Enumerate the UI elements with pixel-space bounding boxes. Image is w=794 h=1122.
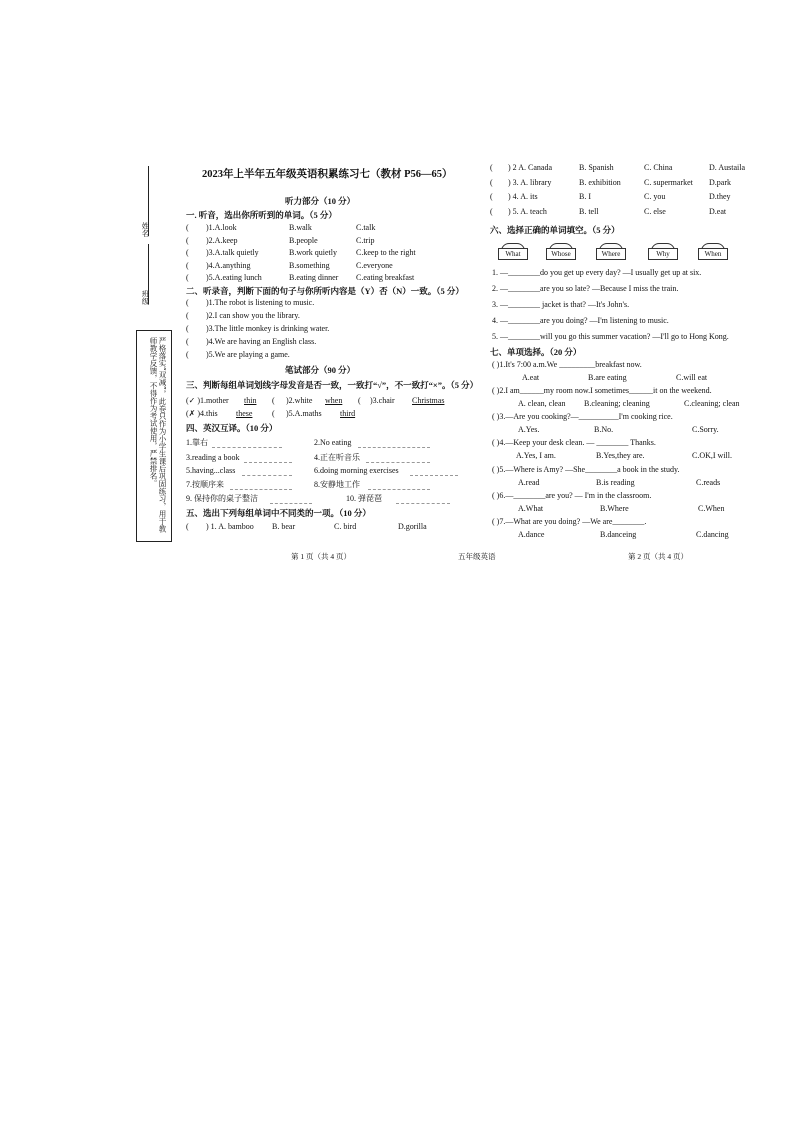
class-label: 班级 <box>141 290 150 305</box>
subject-label: 五年级英语 <box>458 552 496 561</box>
question-options: A.What B.Where C.When <box>518 504 725 513</box>
page-number-right: 第 2 页（共 4 页） <box>628 552 688 561</box>
list-item: 3. —________ jacket is that? —It's John's. <box>492 300 630 309</box>
page-number-left: 第 1 页（共 4 页） <box>291 552 351 561</box>
s1-title: 一. 听音，选出你所听到的单词。（5 分） <box>186 210 337 220</box>
list-item: ( )1.A.look B.walk C.talk <box>186 223 376 232</box>
s7-title: 七、单项选择。（20 分） <box>490 347 582 357</box>
list-item: ( )4.We are having an English class. <box>186 337 317 346</box>
question-options: A.dance B.danceing C.dancing <box>518 530 729 539</box>
list-item: 1.靠右 2.No eating <box>186 438 461 449</box>
s2-title: 二、听录音，判断下面的句子与你所听内容是（Y）否（N）一致。（5 分） <box>186 286 464 296</box>
list-item: ( )4.A.anything B.something C.everyone <box>186 260 393 270</box>
s4-title: 四、英汉互译。（10 分） <box>186 423 278 433</box>
question-options: A.read B.is reading C.reads <box>518 478 721 487</box>
list-item: ( )2.A.keep B.people C.trip <box>186 235 375 245</box>
list-item: ( )5.A.eating lunch B.eating dinner C.eating breakfast <box>186 273 415 282</box>
list-item: ( )2.I can show you the library. <box>186 311 300 320</box>
question-text: ( )1.It's 7:00 a.m.We _________breakfast now. <box>492 360 642 369</box>
list-item: 4. —________are you doing? —I'm listening to music. <box>492 316 669 325</box>
list-item: 2. —________are you so late? —Because I miss the train. <box>492 284 679 293</box>
word-card-whose: Whose <box>546 243 576 259</box>
list-item: ( ) 1. A. bamboo B. bear C. bird D.gorilla <box>186 522 427 531</box>
question-text: ( )6.—________are you? — I'm in the classroom. <box>492 491 652 500</box>
list-item: ( )5.We are playing a game. <box>186 350 290 359</box>
list-item: 3.reading a book 4.正在听音乐 <box>186 453 461 464</box>
s5-title: 五、选出下列每组单词中不同类的一项。（10 分） <box>186 508 371 518</box>
question-options: A.eat B.are eating C.will eat <box>522 373 708 382</box>
list-item: ( ) 3. A. library B. exhibition C. supermarket D.park <box>490 178 731 187</box>
question-options: A. clean, clean B.cleaning; cleaning C.cleaning; clean <box>518 399 740 408</box>
listening-header: 听力部分（10 分） <box>285 196 356 206</box>
s6-title: 六、选择正确的单词填空。（5 分） <box>490 225 620 235</box>
question-text: ( )7.—What are you doing? —We are________. <box>492 517 647 526</box>
notice-box <box>136 330 172 542</box>
question-text: ( )2.I am______my room now.I sometimes______it on the weekend. <box>492 386 712 395</box>
word-card-why: Why <box>648 243 678 259</box>
s3-row-1: (✓ )1.mother thin ( )2.white when ( )3.chair Christmas <box>186 396 445 405</box>
question-options: A.Yes. B.No. C.Sorry. <box>518 425 719 434</box>
page-title: 2023年上半年五年级英语积累练习七（教材 P56—65） <box>202 169 453 180</box>
list-item: ( ) 5. A. teach B. tell C. else D.eat <box>490 207 727 216</box>
list-item: 1. —________do you get up every day? —I usually get up at six. <box>492 268 702 277</box>
word-card-where: Where <box>596 243 626 259</box>
list-item: ( )3.The little monkey is drinking water. <box>186 324 330 333</box>
s3-title: 三、判断每组单词划线字母发音是否一致，一致打“√”，不一致打“×”。（5 分） <box>186 380 479 390</box>
word-card-when: When <box>698 243 728 259</box>
written-header: 笔试部分（90 分） <box>285 365 356 375</box>
list-item: ( ) 4. A. its B. I C. you D.they <box>490 192 731 201</box>
s3-row-2: (✗ )4.this these ( )5.A.maths third <box>186 409 356 418</box>
list-item: ( ) 2 A. Canada B. Spanish C. China D. Austaila <box>490 163 745 172</box>
list-item: 5. —________will you go this summer vacation? —I'll go to Hong Kong. <box>492 332 729 341</box>
notice-text: 严格落实“双减”，此卷只作为小学生课后巩固练习，用于教师教学反馈，不得作为考试使用，严禁排名。 <box>149 337 167 533</box>
question-text: ( )3.—Are you cooking?—__________I'm cooking rice. <box>492 412 673 421</box>
list-item: ( )1.The robot is listening to music. <box>186 298 315 307</box>
question-text: ( )4.—Keep your desk clean. — ________ Thanks. <box>492 438 656 447</box>
question-text: ( )5.—Where is Amy? —She________a book in the study. <box>492 465 680 474</box>
list-item: 5.having...class 6.doing morning exercises <box>186 466 461 477</box>
list-item: 7.按顺序来 8.安静地工作 <box>186 480 461 491</box>
word-card-what: What <box>498 243 528 259</box>
question-options: A.Yes, I am. B.Yes,they are. C.OK,I will. <box>516 451 732 460</box>
list-item: ( )3.A.talk quietly B.work quietly C.keep to the right <box>186 248 416 257</box>
list-item: 9. 保持你的桌子整洁 10. 弹琵琶 <box>186 494 461 505</box>
name-label: 姓名 <box>141 222 150 237</box>
